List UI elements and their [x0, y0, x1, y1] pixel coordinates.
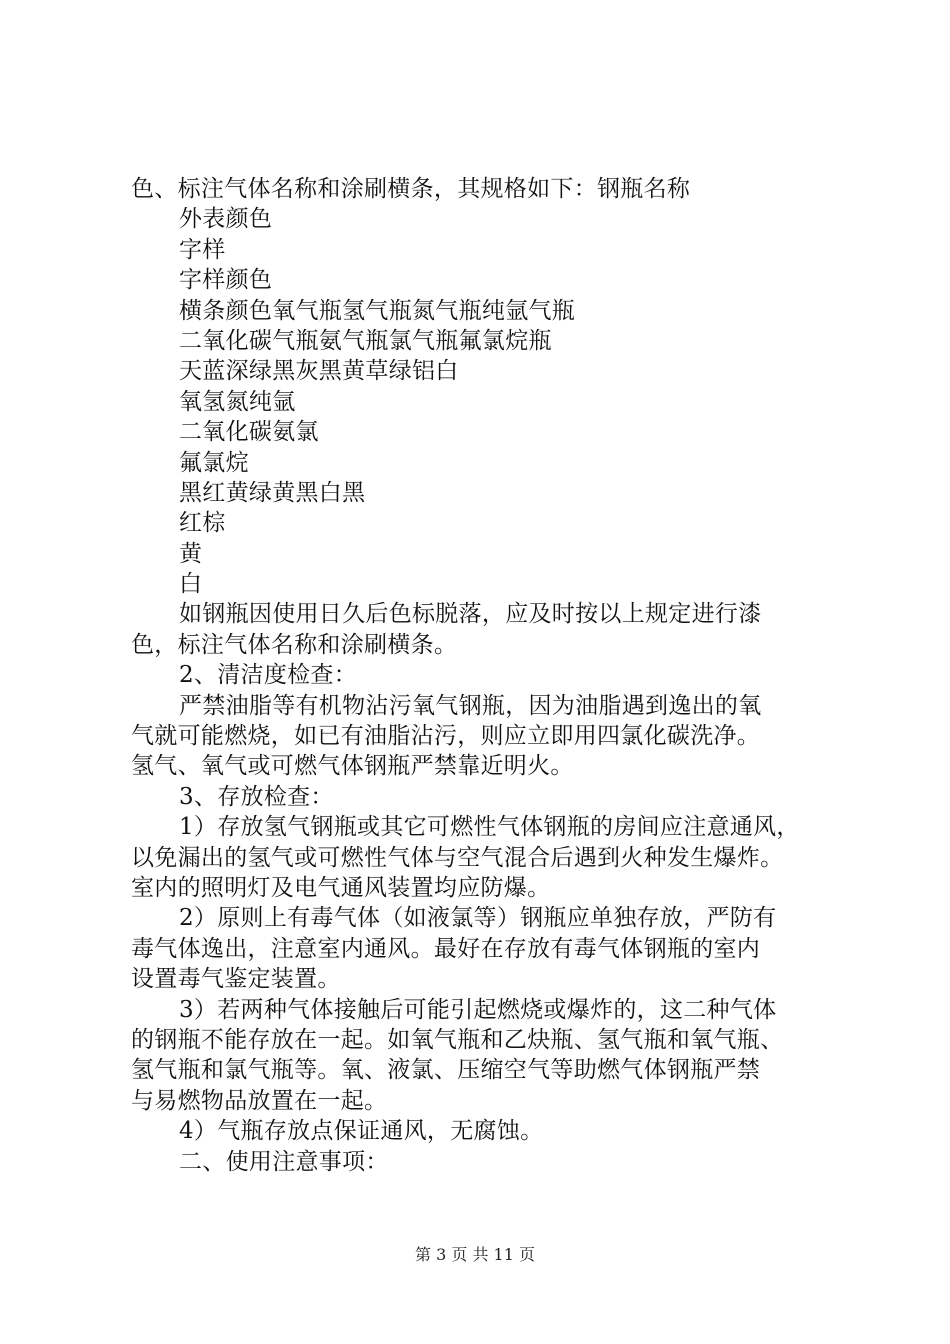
text-line: 黄 — [179, 540, 203, 567]
text-line: 4）气瓶存放点保证通风，无腐蚀。 — [179, 1118, 544, 1145]
text-line: 3、存放检查： — [179, 783, 334, 810]
text-line: 字样 — [179, 236, 226, 263]
text-line: 二、使用注意事项： — [179, 1148, 389, 1175]
text-line: 设置毒气鉴定装置。 — [131, 966, 341, 993]
text-line: 以免漏出的氢气或可燃性气体与空气混合后遇到火种发生爆炸。 — [131, 844, 784, 871]
text-line: 2、清洁度检查： — [179, 662, 358, 689]
text-line: 气就可能燃烧，如已有油脂沾污，则应立即用四氯化碳洗净。 — [131, 723, 761, 750]
text-line: 白 — [179, 571, 203, 598]
text-line: 毒气体逸出，注意室内通风。最好在存放有毒气体钢瓶的室内 — [131, 935, 761, 962]
text-line: 严禁油脂等有机物沾污氧气钢瓶，因为油脂遇到逸出的氧 — [179, 692, 762, 719]
text-line: 二氧化碳氨氯 — [179, 419, 319, 446]
text-line: 字样颜色 — [179, 267, 273, 294]
text-line: 天蓝深绿黑灰黑黄草绿铝白 — [179, 358, 459, 385]
text-line: 氧氢氮纯氩 — [179, 388, 296, 415]
text-line: 的钢瓶不能存放在一起。如氧气瓶和乙炔瓶、氢气瓶和氧气瓶、 — [131, 1026, 784, 1053]
text-line: 色，标注气体名称和涂刷横条。 — [131, 631, 458, 658]
text-line: 横条颜色氧气瓶氢气瓶氮气瓶纯氩气瓶 — [179, 297, 576, 324]
text-line: 3）若两种气体接触后可能引起燃烧或爆炸的，这二种气体 — [179, 996, 777, 1023]
text-line: 二氧化碳气瓶氨气瓶氯气瓶氟氯烷瓶 — [179, 327, 552, 354]
text-line: 与易燃物品放置在一起。 — [131, 1087, 388, 1114]
text-line: 红棕 — [179, 510, 226, 537]
text-line: 氢气、氧气或可燃气体钢瓶严禁靠近明火。 — [131, 753, 574, 780]
text-line: 如钢瓶因使用日久后色标脱落，应及时按以上规定进行漆 — [179, 601, 762, 628]
text-line: 色、标注气体名称和涂刷横条，其规格如下：钢瓶名称 — [131, 176, 691, 202]
page-footer: 第 3 页 共 11 页 — [415, 1245, 535, 1264]
document-body — [131, 174, 831, 1177]
text-line: 黑红黄绿黄黑白黑 — [179, 479, 366, 506]
text-line: 氢气瓶和氯气瓶等。氧、液氯、压缩空气等助燃气体钢瓶严禁 — [131, 1057, 761, 1084]
text-line: 外表颜色 — [179, 206, 273, 233]
text-line: 氟氯烷 — [179, 449, 249, 476]
text-line: 1）存放氢气钢瓶或其它可燃性气体钢瓶的房间应注意通风， — [179, 814, 800, 841]
text-line: 2）原则上有毒气体（如液氯等）钢瓶应单独存放，严防有 — [179, 905, 777, 932]
text-line: 室内的照明灯及电气通风装置均应防爆。 — [131, 874, 551, 901]
